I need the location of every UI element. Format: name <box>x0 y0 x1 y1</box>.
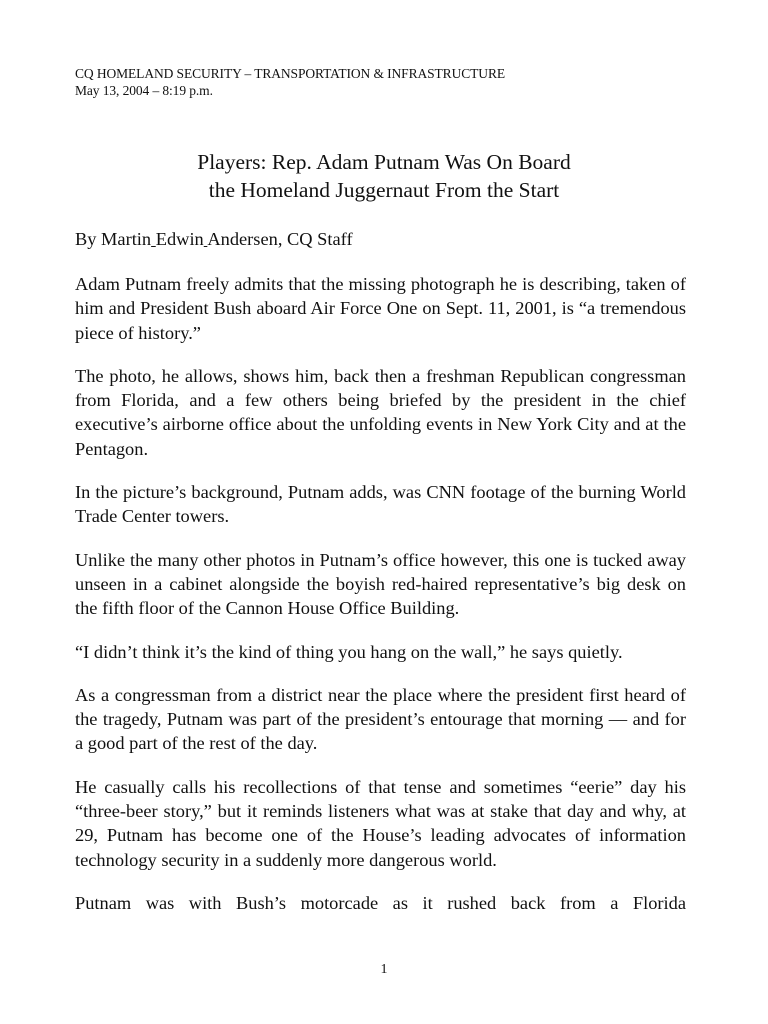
paragraph: “I didn’t think it’s the kind of thing you hang on the wall,” he says quietly. <box>75 641 623 662</box>
paragraph: He casually calls his recollections of that tense and sometimes “eerie” day his “three-beer story,” but it reminds listeners what was at stake that day and why, at 29, Putnam has become one of the House’s leading advocates of information technology security in a suddenly more dangerous world. <box>75 776 686 870</box>
publication-line: CQ HOMELAND SECURITY – TRANSPORTATION & INFRASTRUCTURE <box>75 66 505 81</box>
title-line-2: the Homeland Juggernaut From the Start <box>208 178 560 202</box>
byline-middle-name: Edwin <box>155 229 204 249</box>
paragraph-continued: Putnam was with Bush’s motorcade as it rushed back from a Florida <box>75 892 686 913</box>
dateline: May 13, 2004 – 8:19 p.m. <box>75 83 213 98</box>
document-header <box>75 65 505 99</box>
article-title <box>0 148 768 204</box>
article-body <box>75 272 686 934</box>
byline-suffix: Andersen, CQ Staff <box>207 229 353 249</box>
paragraph: In the picture’s background, Putnam adds, was CNN footage of the burning World Trade Center towers. <box>75 482 686 527</box>
paragraph: As a congressman from a district near the place where the president first heard of the tragedy, Putnam was part of the president’s entourage that morning — and for a good part of the rest of the day. <box>75 684 686 754</box>
byline-prefix: By Martin <box>75 229 152 249</box>
byline <box>75 227 353 251</box>
paragraph: Adam Putnam freely admits that the missing photograph he is describing, taken of him and President Bush aboard Air Force One on Sept. 11, 2001, is “a tremendous piece of history.” <box>75 274 686 343</box>
page-number: 1 <box>380 962 388 977</box>
paragraph: The photo, he allows, shows him, back then a freshman Republican congressman from Florida, and a few others being briefed by the president in the chief executive’s airborne office about the unfolding events in New York City and at the Pentagon. <box>75 365 686 459</box>
title-line-1: Players: Rep. Adam Putnam Was On Board <box>197 150 571 174</box>
paragraph: Unlike the many other photos in Putnam’s office however, this one is tucked away unseen in a cabinet alongside the boyish red-haired representative’s big desk on the fifth floor of the Cannon House Office Building. <box>75 549 686 619</box>
